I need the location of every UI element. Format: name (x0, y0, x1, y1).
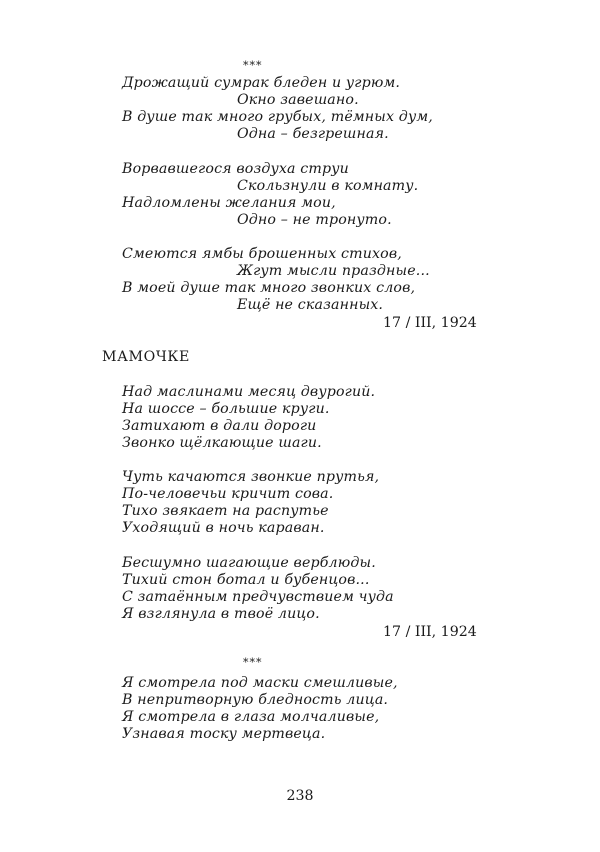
verse-line: Узнавая тоску мертвеца. (122, 726, 326, 742)
verse-line: Одна – безгрешная. (237, 126, 389, 142)
verse-line: Ворвавшегося воздуха струи (122, 161, 349, 177)
verse-line: Уходящий в ночь караван. (122, 520, 325, 536)
verse-line: В моей душе так много звонких слов, (122, 280, 416, 296)
poem-title: МАМОЧКЕ (102, 349, 190, 365)
verse-line: Ещё не сказанных. (237, 297, 384, 313)
verse-line: Бесшумно шагающие верблюды. (122, 555, 376, 571)
verse-line: В непритворную бледность лица. (122, 692, 389, 708)
verse-line: Над маслинами месяц двурогий. (122, 384, 376, 400)
verse-line: Смеются ямбы брошенных стихов, (122, 246, 402, 262)
page-number: 238 (286, 788, 314, 804)
verse-line: В душе так много грубых, тёмных дум, (122, 109, 433, 125)
verse-line: Я смотрела в глаза молчаливые, (122, 709, 380, 725)
verse-line: Звонко щёлкающие шаги. (122, 435, 322, 451)
verse-line: Скользнули в комнату. (237, 178, 419, 194)
verse-line: Жгут мысли праздные... (237, 263, 430, 279)
verse-line: Затихают в дали дороги (122, 418, 317, 434)
verse-line: Чуть качаются звонкие прутья, (122, 469, 380, 485)
verse-line: Надломлены желания мои, (122, 195, 336, 211)
verse-line: Я взглянула в твоё лицо. (122, 606, 320, 622)
verse-line: По-человечьи кричит сова. (122, 486, 334, 502)
verse-line: Тихий стон ботал и бубенцов... (122, 572, 370, 588)
section-separator: *** (243, 656, 263, 669)
verse-line: Дрожащий сумрак бледен и угрюм. (122, 75, 401, 91)
verse-line: Одно – не тронуто. (237, 212, 392, 228)
verse-line: Тихо звякает на распутье (122, 503, 329, 519)
poem-date: 17 / III, 1924 (383, 624, 477, 640)
verse-line: С затаённым предчувствием чуда (122, 589, 394, 605)
verse-line: Окно завешано. (237, 92, 359, 108)
verse-line: На шоссе – большие круги. (122, 401, 330, 417)
poem-date: 17 / III, 1924 (383, 315, 477, 331)
verse-line: Я смотрела под маски смешливые, (122, 675, 398, 691)
section-separator: *** (243, 59, 263, 72)
